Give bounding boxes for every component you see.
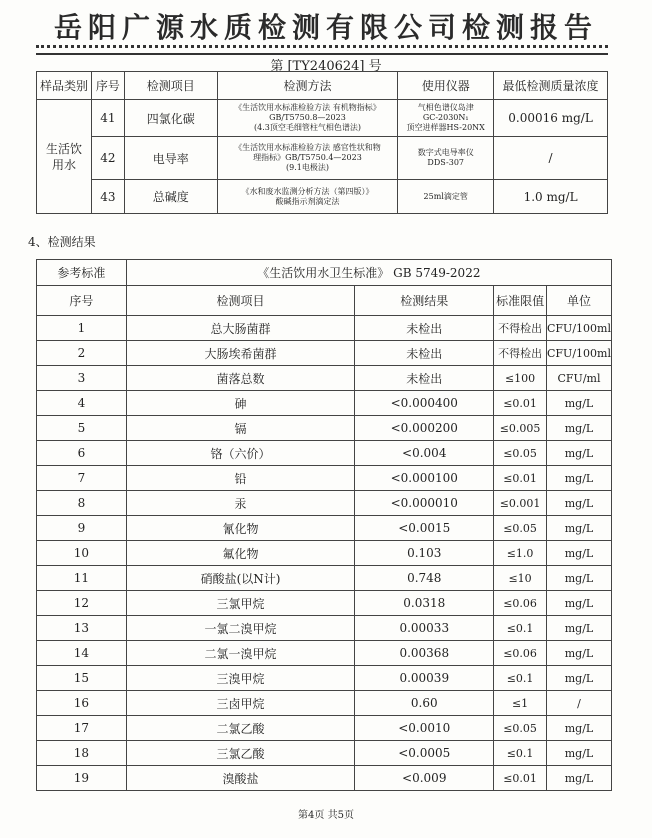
results-body [37,316,612,791]
result-no: 19 [37,766,127,791]
result-unit: CFU/ml [546,366,611,391]
result-unit: mg/L [546,741,611,766]
results-col-header: 检测结果 [355,286,494,316]
result-value: 0.60 [355,691,494,716]
method-description [217,180,398,214]
result-unit: mg/L [546,441,611,466]
table-row [37,341,612,366]
result-limit: ≤0.005 [494,416,547,441]
table-row [37,441,612,466]
method-line: GB/T5750.8—2023 [269,113,346,122]
report-title: 岳阳广源水质检测有限公司检测报告 [53,11,598,44]
result-unit: mg/L [546,391,611,416]
result-no: 16 [37,691,127,716]
result-value: <0.000010 [355,491,494,516]
result-value: 未检出 [355,366,494,391]
table-row [37,591,612,616]
result-value: 0.103 [355,541,494,566]
result-unit: CFU/100ml [546,316,611,341]
table-row [37,541,612,566]
result-unit: mg/L [546,641,611,666]
table-row [37,691,612,716]
result-item: 氰化物 [126,516,355,541]
result-unit: mg/L [546,491,611,516]
result-limit: ≤0.05 [494,516,547,541]
result-limit: ≤0.001 [494,491,547,516]
instrument-line: 气相色谱仪岛津 [417,103,474,112]
report-number-prefix: 第 [270,59,284,74]
method-instrument [398,137,494,180]
table-row [37,741,612,766]
page-footer: 第4页 共5页 [298,810,354,821]
result-limit: ≤1.0 [494,541,547,566]
method-line: 酸碱指示剂滴定法 [275,196,340,206]
result-limit: ≤0.06 [494,641,547,666]
result-no: 14 [37,641,127,666]
instrument-line: 顶空进样器HS-20NX [406,123,485,132]
result-limit: ≤100 [494,366,547,391]
result-value: <0.0010 [355,716,494,741]
result-value: <0.0015 [355,516,494,541]
result-no: 17 [37,716,127,741]
result-unit: mg/L [546,616,611,641]
methods-col-header: 检测方法 [217,72,398,100]
methods-row [37,100,608,137]
result-limit: ≤1 [494,691,547,716]
result-unit: mg/L [546,591,611,616]
result-value: 0.00039 [355,666,494,691]
result-item: 铅 [126,466,355,491]
result-unit: / [546,691,611,716]
instrument-line: GC-2030N₁ [422,113,469,122]
result-item: 氟化物 [126,541,355,566]
result-item: 二氯一溴甲烷 [126,641,355,666]
result-no: 2 [37,341,127,366]
result-value: 未检出 [355,316,494,341]
result-item: 三溴甲烷 [126,666,355,691]
method-instrument [398,180,494,214]
result-unit: mg/L [546,416,611,441]
result-item: 总大肠菌群 [126,316,355,341]
result-value: <0.000400 [355,391,494,416]
methods-col-header: 样品类别 [37,72,92,100]
result-value: <0.004 [355,441,494,466]
result-value: <0.009 [355,766,494,791]
result-item: 三卤甲烷 [126,691,355,716]
method-description [217,100,398,137]
table-row [37,616,612,641]
result-limit: 不得检出 [494,316,547,341]
result-no: 13 [37,616,127,641]
result-limit: ≤0.1 [494,666,547,691]
table-row [37,491,612,516]
result-item: 镉 [126,416,355,441]
result-no: 12 [37,591,127,616]
result-no: 4 [37,391,127,416]
standard-value: 《生活饮用水卫生标准》 GB 5749-2022 [126,260,611,286]
result-item: 硝酸盐(以N计) [126,566,355,591]
results-col-header: 序号 [37,286,127,316]
result-no: 11 [37,566,127,591]
result-limit: ≤0.06 [494,591,547,616]
method-no: 42 [91,137,124,180]
report-number-code: [TY240624] [287,59,365,74]
result-limit: ≤0.1 [494,741,547,766]
results-col-header: 单位 [546,286,611,316]
standard-label: 参考标准 [37,260,127,286]
table-row [37,366,612,391]
standard-row [37,260,612,286]
title-dotted-rule [36,45,608,48]
results-col-header: 检测项目 [126,286,355,316]
method-instrument [398,100,494,137]
table-row [37,316,612,341]
method-item: 电导率 [124,137,217,180]
result-unit: mg/L [546,666,611,691]
method-no: 41 [91,100,124,137]
result-value: 0.00368 [355,641,494,666]
method-line: 《水和废水监测分析方法（第四版）》 [241,186,374,196]
result-item: 菌落总数 [126,366,355,391]
result-item: 三氯甲烷 [126,591,355,616]
report-number-suffix: 号 [368,59,382,74]
methods-table [36,71,608,214]
result-no: 5 [37,416,127,441]
result-no: 9 [37,516,127,541]
result-no: 6 [37,441,127,466]
method-description [217,137,398,180]
instrument-line: 25ml滴定管 [423,191,468,201]
method-no: 43 [91,180,124,214]
method-detection-limit: / [494,137,608,180]
result-limit: ≤0.05 [494,441,547,466]
methods-col-header: 使用仪器 [398,72,494,100]
result-value: 0.748 [355,566,494,591]
result-limit: ≤0.05 [494,716,547,741]
result-no: 1 [37,316,127,341]
method-line: (9.1电极法) [285,163,329,172]
result-limit: ≤0.01 [494,391,547,416]
result-item: 砷 [126,391,355,416]
result-unit: CFU/100ml [546,341,611,366]
method-line: 《生活饮用水标准检验方法 感官性状和物 [234,143,381,152]
result-item: 一氯二溴甲烷 [126,616,355,641]
results-col-header: 标准限值 [494,286,547,316]
result-value: <0.000200 [355,416,494,441]
result-no: 18 [37,741,127,766]
result-item: 汞 [126,491,355,516]
result-limit: ≤0.1 [494,616,547,641]
result-value: 0.00033 [355,616,494,641]
result-no: 15 [37,666,127,691]
instrument-line: DDS-307 [427,158,464,167]
table-row [37,641,612,666]
result-limit: 不得检出 [494,341,547,366]
result-no: 3 [37,366,127,391]
method-item: 四氯化碳 [124,100,217,137]
method-detection-limit: 0.00016 mg/L [494,100,608,137]
result-item: 溴酸盐 [126,766,355,791]
table-row [37,566,612,591]
result-value: <0.0005 [355,741,494,766]
result-unit: mg/L [546,766,611,791]
result-value: 未检出 [355,341,494,366]
result-limit: ≤0.01 [494,766,547,791]
result-item: 铬（六价） [126,441,355,466]
result-item: 大肠埃希菌群 [126,341,355,366]
results-header-row [37,286,612,316]
result-item: 三氯乙酸 [126,741,355,766]
method-line: (4.3顶空毛细管柱气相色谱法) [253,123,361,132]
result-no: 7 [37,466,127,491]
result-limit: ≤0.01 [494,466,547,491]
result-value: 0.0318 [355,591,494,616]
table-row [37,391,612,416]
table-row [37,466,612,491]
results-table [36,259,612,791]
method-item: 总碱度 [124,180,217,214]
table-row [37,516,612,541]
result-unit: mg/L [546,566,611,591]
result-item: 二氯乙酸 [126,716,355,741]
method-line: 理指标》GB/T5750.4—2023 [253,153,362,162]
methods-header-row [37,72,608,100]
result-no: 8 [37,491,127,516]
result-no: 10 [37,541,127,566]
result-limit: ≤10 [494,566,547,591]
methods-col-header: 序号 [91,72,124,100]
methods-col-header: 最低检测质量浓度 [494,72,608,100]
methods-row [37,180,608,214]
table-row [37,416,612,441]
methods-row [37,137,608,180]
instrument-line: 数字式电导率仪 [417,148,474,157]
method-detection-limit: 1.0 mg/L [494,180,608,214]
methods-col-header: 检测项目 [124,72,217,100]
result-unit: mg/L [546,516,611,541]
result-unit: mg/L [546,541,611,566]
method-line: 《生活饮用水标准检验方法 有机物指标》 [234,103,381,112]
table-row [37,766,612,791]
result-unit: mg/L [546,716,611,741]
table-row [37,716,612,741]
results-section-title: 4、检测结果 [28,235,96,249]
result-value: <0.000100 [355,466,494,491]
table-row [37,666,612,691]
sample-category: 生活饮用水 [37,100,92,214]
result-unit: mg/L [546,466,611,491]
